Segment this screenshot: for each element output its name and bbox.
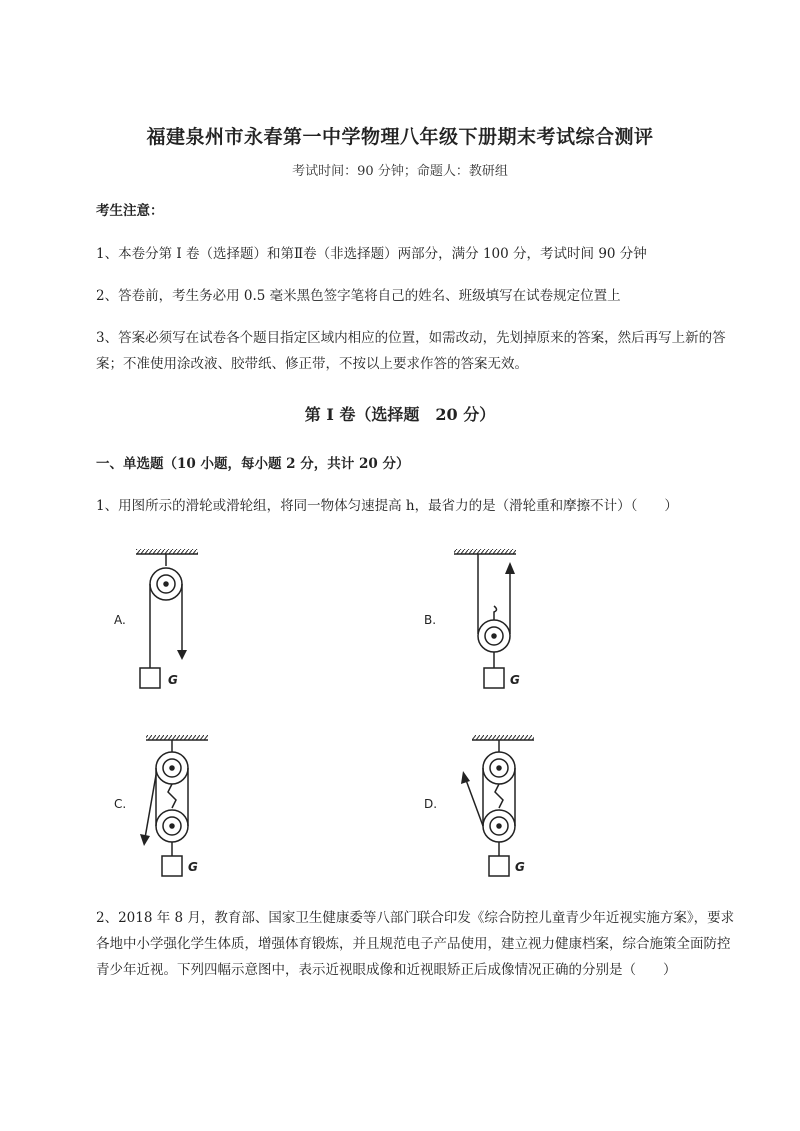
- page-title: 福建泉州市永春第一中学物理八年级下册期末考试综合测评: [146, 126, 654, 148]
- option-b-label: B.: [424, 613, 437, 627]
- option-d-label: D.: [424, 797, 438, 811]
- weight-label-b: G: [510, 673, 520, 687]
- option-c-label: C.: [114, 797, 127, 811]
- weight-label-c: G: [188, 860, 198, 874]
- pulley-diagram-a: [136, 549, 198, 688]
- notice-item-2: 2、答卷前，考生务必用 0.5 毫米黑色签字笔将自己的姓名、班级填写在试卷规定位置上: [96, 288, 621, 304]
- notice-item-1: 1、本卷分第 I 卷（选择题）和第Ⅱ卷（非选择题）两部分，满分 100 分，考试时间 90 分钟: [96, 246, 647, 262]
- pulley-diagram-c: [140, 735, 208, 876]
- pulley-diagram-d: [461, 735, 534, 876]
- option-a-label: A.: [114, 613, 126, 627]
- question-2-text: 2、2018 年 8 月，教育部、国家卫生健康委等八部门联合印发《综合防控儿童青少年近视实施方案》，要求各地中小学强化学生体质，增强体育锻炼，并且规范电子产品使用，建立视力健康档案，综合施策全面防控青少年近视。下列四幅示意图中，表示近视眼成像和近视眼矫正后成像情况正确的分别是（ ）: [96, 910, 735, 978]
- weight-label-a: G: [168, 673, 178, 687]
- weight-label-d: G: [515, 860, 525, 874]
- exam-info: 考试时间：90 分钟；命题人：教研组: [292, 164, 508, 179]
- notice-heading: 考生注意：: [96, 203, 164, 219]
- question-1-text: 1、用图所示的滑轮或滑轮组，将同一物体匀速提高 h，最省力的是（滑轮重和摩擦不计）（ ）: [96, 498, 678, 514]
- pulley-diagram-b: [454, 549, 516, 688]
- part-heading: 一、单选题（10 小题，每小题 2 分，共计 20 分）: [96, 456, 410, 472]
- notice-item-3: 3、答案必须写在试卷各个题目指定区域内相应的位置，如需改动，先划掉原来的答案，然后再写上新的答案；不准使用涂改液、胶带纸、修正带，不按以上要求作答的答案无效。: [96, 330, 726, 372]
- section-title: 第 I 卷（选择题 20 分）: [304, 405, 496, 424]
